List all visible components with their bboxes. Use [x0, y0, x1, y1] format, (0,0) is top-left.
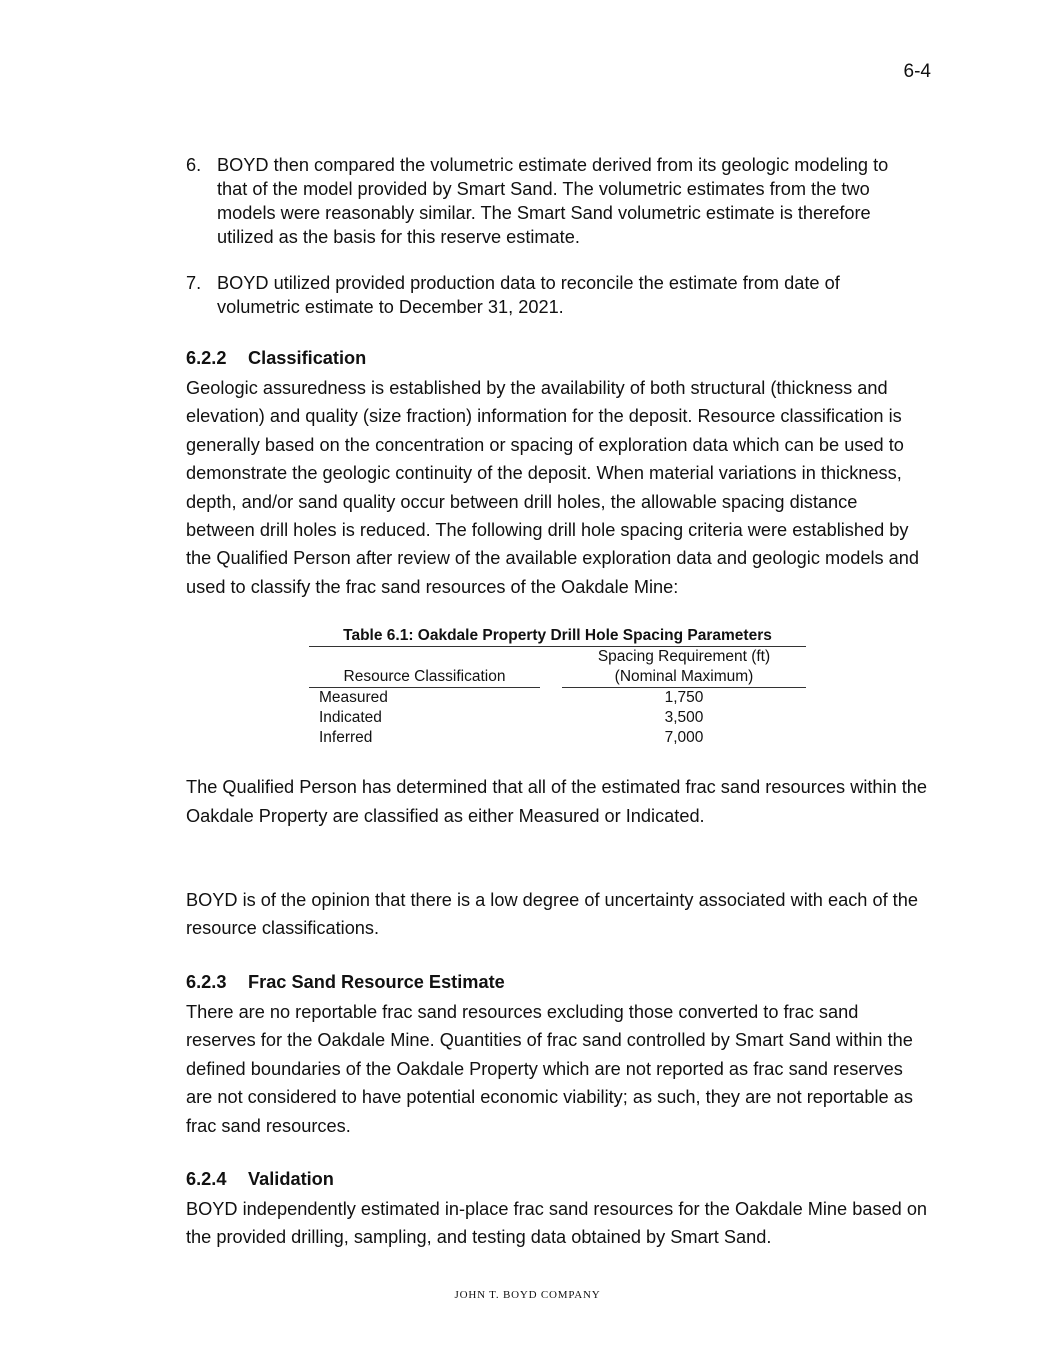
list-item-number: 7. [186, 273, 202, 293]
list-item [186, 153, 931, 249]
section-number: 6.2.3 [186, 971, 227, 992]
resource-estimate-paragraph: There are no reportable frac sand resources excluding those converted to frac sand reserves for the Oakdale Mine. Quantities of frac sand controlled by Smart Sand within the defined boundaries of the Oakdale Property which are not reported as frac sand reserves are not considered to have potential economic viability; as such, they are not reportable as frac sand resources. [186, 1001, 913, 1136]
cell-spacing: 3,500 [664, 709, 704, 727]
cell-classification: Measured [319, 689, 388, 707]
section-number: 6.2.2 [186, 348, 227, 368]
column-header-spacing-line2: (Nominal Maximum) [614, 668, 754, 686]
validation-paragraph: BOYD independently estimated in-place frac sand resources for the Oakdale Mine based on the provided drilling, sampling, and testing data obtained by Smart Sand. [186, 1198, 928, 1248]
column-header-classification: Resource Classification [309, 647, 540, 688]
section-heading-resource-estimate [186, 970, 931, 994]
spacing-table [309, 627, 809, 748]
list-item-text: BOYD utilized provided production data to reconcile the estimate from date of volumetric estimate to December 31, 2021. [217, 273, 840, 317]
qualified-person-paragraph: The Qualified Person has determined that all of the estimated frac sand resources within the Oakdale Property are classified as either Measured or Indicated. [186, 777, 928, 826]
cell-spacing: 1,750 [664, 689, 704, 707]
cell-classification: Inferred [319, 729, 373, 747]
footer-company-name: JOHN T. BOYD COMPANY [454, 1289, 601, 1301]
classification-paragraph: Geologic assuredness is established by the availability of both structural (thickness and elevation) and quality (size fraction) information for the deposit. Resource classification is generally based on the concentration or spacing of exploration data which can be used to demonstrate the geologic continuity of the deposit. When material variations in thickness, depth, and/or sand quality occur between drill holes, the allowable spacing distance between drill holes is reduced. The following drill hole spacing criteria were established by the Qualified Person after review of the available exploration data and geologic models and used to classify the frac sand resources of the Oakdale Mine: [186, 378, 920, 597]
section-title: Frac Sand Resource Estimate [248, 971, 505, 992]
page-number: 6-4 [903, 61, 931, 82]
list-item-text: BOYD then compared the volumetric estimate derived from its geologic modeling to that of the model provided by Smart Sand. The volumetric estimates from the two models were reasonably similar. The Smart Sand volumetric estimate is therefore utilized as the basis for this reserve estimate. [217, 155, 889, 247]
document-body [186, 153, 931, 1252]
section-heading-classification [186, 346, 931, 370]
uncertainty-paragraph: BOYD is of the opinion that there is a low degree of uncertainty associated with each of the resource classifications. [186, 890, 918, 939]
table-row [309, 708, 806, 728]
spacing-table-grid [309, 647, 806, 748]
table-row [309, 728, 806, 748]
list-item [186, 271, 931, 319]
list-item-number: 6. [186, 155, 202, 175]
section-title: Classification [248, 348, 367, 368]
section-number: 6.2.4 [186, 1168, 227, 1189]
cell-classification: Indicated [319, 709, 382, 727]
table-header-row [309, 647, 806, 688]
cell-spacing: 7,000 [664, 729, 704, 747]
table-row [309, 688, 806, 708]
section-title: Validation [248, 1168, 334, 1189]
column-header-spacing-line1: Spacing Requirement (ft) [597, 648, 771, 666]
table-title: Table 6.1: Oakdale Property Drill Hole Spacing Parameters [309, 627, 806, 647]
section-heading-validation [186, 1167, 931, 1191]
column-header-spacing [562, 647, 806, 688]
